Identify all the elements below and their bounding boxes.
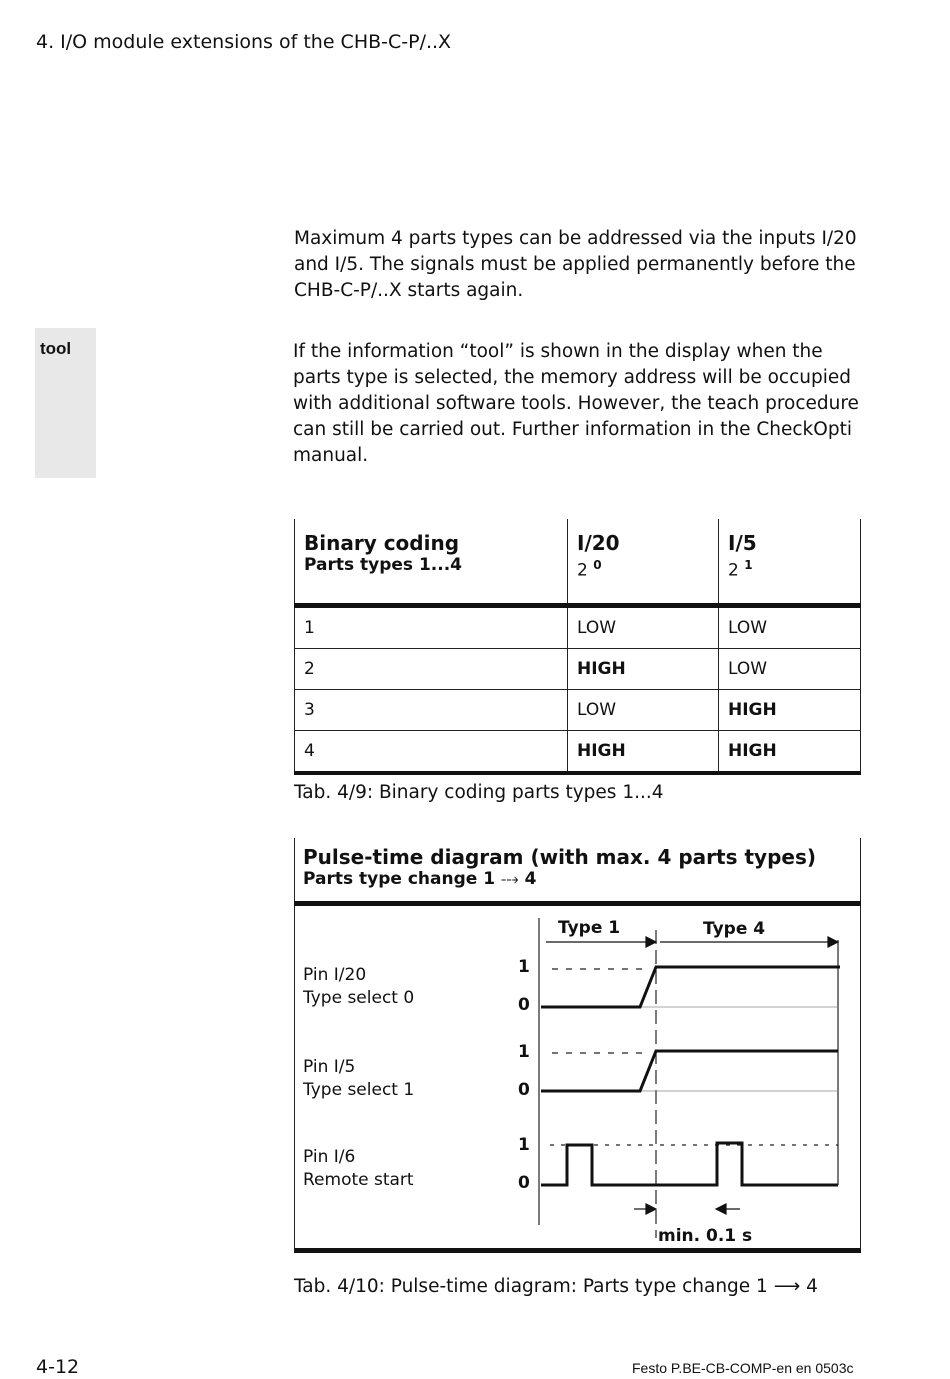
cell-i20: HIGH	[568, 731, 719, 774]
chapter-header: 4. I/O module extensions of the CHB-C-P/..X	[36, 31, 452, 53]
min-time-label: min. 0.1 s	[658, 1226, 753, 1246]
signal-traces	[541, 967, 840, 1185]
header-i20: I/20	[577, 531, 620, 555]
cell-i5: LOW	[719, 606, 861, 649]
level-low-label: 0	[518, 1080, 530, 1100]
diagram-title: Pulse-time diagram (with max. 4 parts types)	[303, 845, 816, 869]
dotted-arrow-icon: ⤏	[500, 869, 519, 889]
type4-label: Type 4	[703, 919, 766, 939]
pin-label-i6: Pin I/6 Remote start	[303, 1147, 414, 1190]
cell-i20: HIGH	[568, 649, 719, 690]
trace-i5	[541, 1051, 838, 1091]
header-i20-weight: 2 $^0$	[577, 558, 602, 581]
cell-i5: HIGH	[719, 690, 861, 731]
cell-i20: LOW	[568, 690, 719, 731]
cell-type: 1	[295, 606, 568, 649]
pin-label-i5: Pin I/5 Type select 1	[303, 1057, 415, 1100]
cell-type: 3	[295, 690, 568, 731]
pin-label-i20: Pin I/20 Type select 0	[303, 965, 415, 1008]
cell-i5: LOW	[719, 649, 861, 690]
level-high-label: 1	[518, 1135, 530, 1155]
table-caption: Tab. 4/9: Binary coding parts types 1...4	[294, 782, 664, 803]
header-title: Binary coding	[304, 531, 460, 555]
diagram-caption: Tab. 4/10: Pulse-time diagram: Parts type change 1 ⟶ 4	[294, 1276, 818, 1297]
cell-i5: HIGH	[719, 731, 861, 774]
tool-paragraph: If the information “tool” is shown in the display when the parts type is selected, the memory address will be occupied with additional software tools. However, the teach procedure can still be carried out. Further information in the CheckOpti manual.	[293, 341, 859, 466]
trace-i6	[541, 1143, 838, 1185]
trace-i20	[541, 967, 840, 1007]
page-number: 4-12	[36, 1356, 80, 1378]
cell-type: 4	[295, 731, 568, 774]
document-id: Festo P.BE-CB-COMP-en en 0503c	[632, 1360, 854, 1376]
intro-paragraph: Maximum 4 parts types can be addressed via the inputs I/20 and I/5. The signals must be applied permanently before the CHB-C-P/..X starts again.	[294, 228, 857, 301]
cell-type: 2	[295, 649, 568, 690]
level-low-label: 0	[518, 995, 530, 1015]
diagram-subtitle: Parts type change 1 ⤏ 4	[303, 869, 537, 889]
level-low-label: 0	[518, 1173, 530, 1193]
header-subtitle: Parts types 1...4	[304, 555, 462, 575]
sidebar-label: tool	[40, 339, 72, 358]
level-high-label: 1	[518, 1042, 530, 1062]
header-i5-weight: 2 $^1$	[728, 558, 753, 581]
type1-label: Type 1	[558, 918, 621, 938]
level-high-label: 1	[518, 957, 530, 977]
arrows	[546, 937, 838, 1214]
cell-i20: LOW	[568, 606, 719, 649]
header-i5: I/5	[728, 531, 757, 555]
